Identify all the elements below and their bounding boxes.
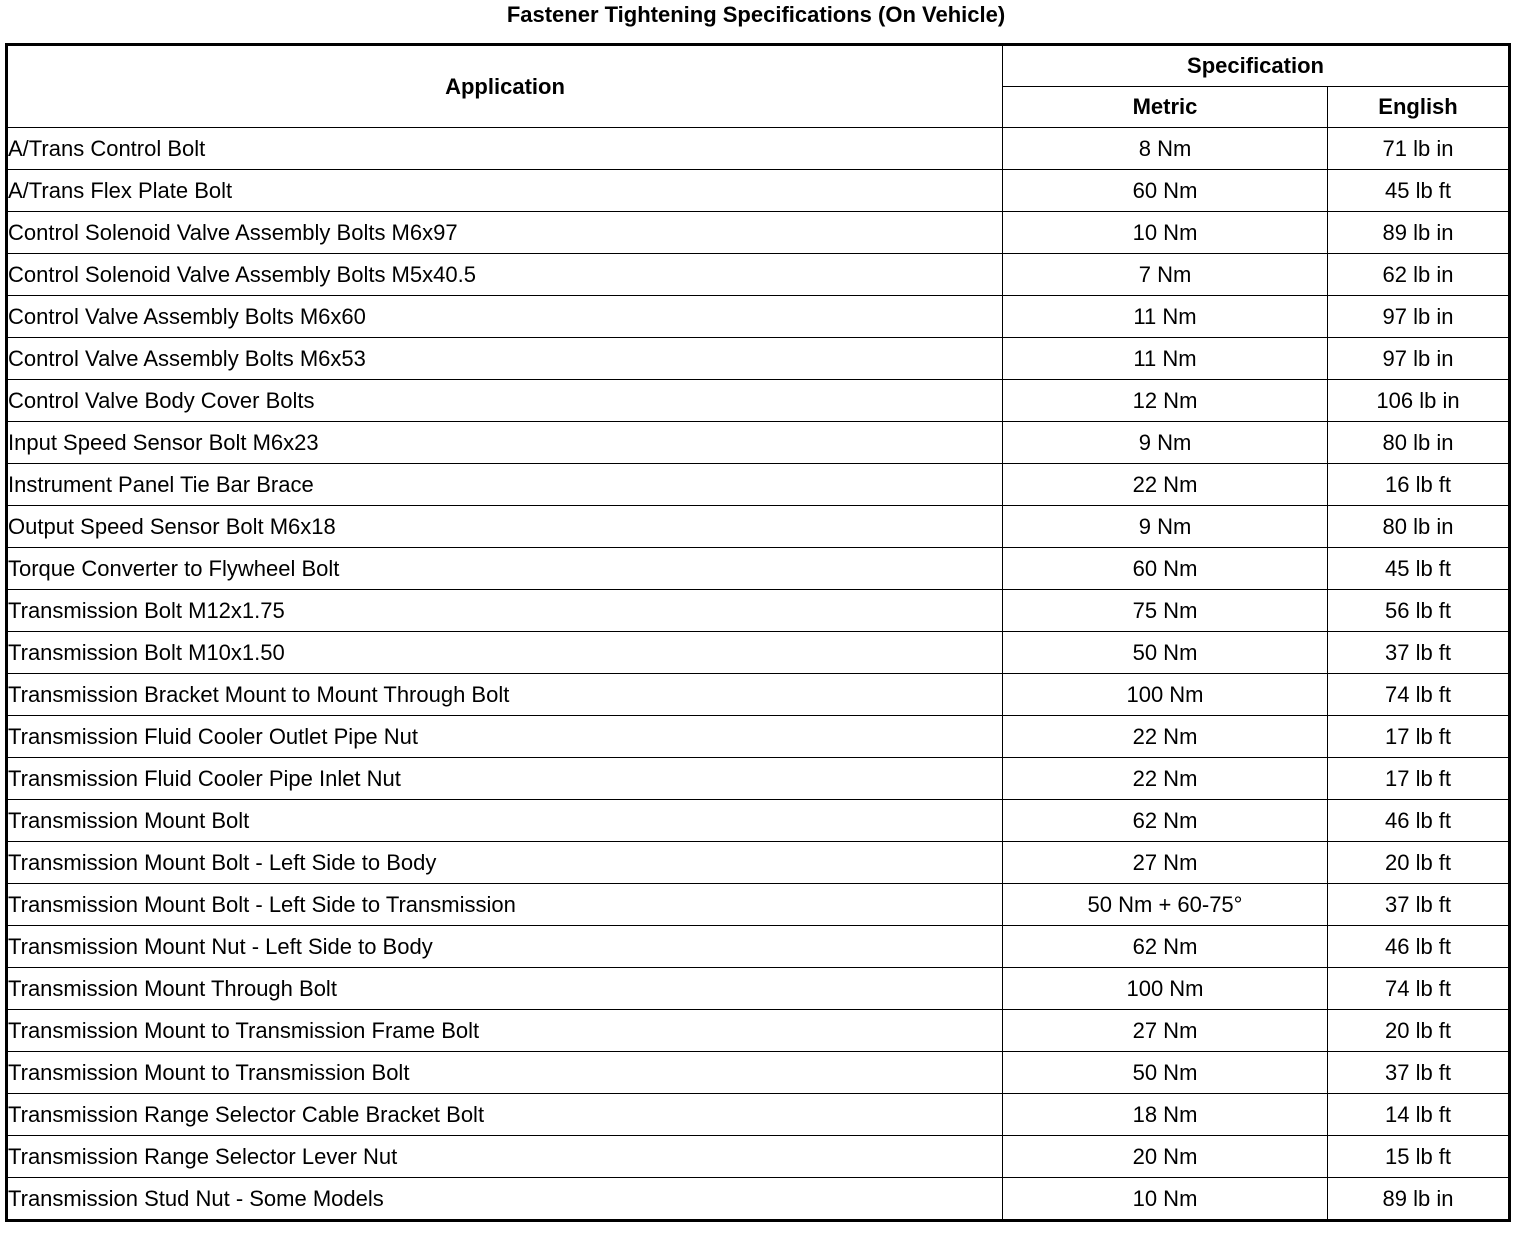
english-cell: 45 lb ft: [1328, 170, 1510, 212]
application-cell: A/Trans Flex Plate Bolt: [7, 170, 1003, 212]
table-row: [7, 1178, 1510, 1221]
english-cell: 62 lb in: [1328, 254, 1510, 296]
metric-cell: 60 Nm: [1003, 548, 1328, 590]
english-cell: 45 lb ft: [1328, 548, 1510, 590]
application-cell: Output Speed Sensor Bolt M6x18: [7, 506, 1003, 548]
english-cell: 14 lb ft: [1328, 1094, 1510, 1136]
english-column-header: English: [1328, 87, 1510, 128]
page-title: Fastener Tightening Specifications (On Vehicle): [506, 2, 1006, 27]
application-cell: Transmission Mount to Transmission Bolt: [7, 1052, 1003, 1094]
metric-cell: 22 Nm: [1003, 464, 1328, 506]
metric-cell: 50 Nm: [1003, 1052, 1328, 1094]
metric-cell: 9 Nm: [1003, 506, 1328, 548]
table-row: [7, 380, 1510, 422]
application-cell: Transmission Fluid Cooler Outlet Pipe Nut: [7, 716, 1003, 758]
application-cell: Transmission Mount Bolt: [7, 800, 1003, 842]
metric-cell: 60 Nm: [1003, 170, 1328, 212]
english-cell: 89 lb in: [1328, 1178, 1510, 1221]
application-cell: Transmission Bolt M10x1.50: [7, 632, 1003, 674]
application-cell: Transmission Mount Nut - Left Side to Body: [7, 926, 1003, 968]
english-cell: 80 lb in: [1328, 422, 1510, 464]
application-cell: Transmission Mount Bolt - Left Side to Body: [7, 842, 1003, 884]
application-cell: Transmission Stud Nut - Some Models: [7, 1178, 1003, 1221]
english-cell: 17 lb ft: [1328, 758, 1510, 800]
application-cell: Control Valve Body Cover Bolts: [7, 380, 1003, 422]
table-row: [7, 968, 1510, 1010]
metric-cell: 75 Nm: [1003, 590, 1328, 632]
metric-cell: 10 Nm: [1003, 1178, 1328, 1221]
metric-cell: 100 Nm: [1003, 674, 1328, 716]
english-cell: 20 lb ft: [1328, 1010, 1510, 1052]
table-row: [7, 506, 1510, 548]
table-row: [7, 1010, 1510, 1052]
table-row: [7, 548, 1510, 590]
metric-cell: 50 Nm + 60-75°: [1003, 884, 1328, 926]
table-row: [7, 800, 1510, 842]
english-cell: 89 lb in: [1328, 212, 1510, 254]
english-cell: 80 lb in: [1328, 506, 1510, 548]
application-cell: Transmission Bolt M12x1.75: [7, 590, 1003, 632]
application-cell: Control Solenoid Valve Assembly Bolts M5x40.5: [7, 254, 1003, 296]
application-cell: Instrument Panel Tie Bar Brace: [7, 464, 1003, 506]
table-row: [7, 170, 1510, 212]
metric-cell: 22 Nm: [1003, 716, 1328, 758]
metric-cell: 50 Nm: [1003, 632, 1328, 674]
application-column-header: Application: [7, 45, 1003, 128]
application-cell: Transmission Mount Through Bolt: [7, 968, 1003, 1010]
application-cell: Transmission Bracket Mount to Mount Through Bolt: [7, 674, 1003, 716]
metric-cell: 9 Nm: [1003, 422, 1328, 464]
table-row: [7, 212, 1510, 254]
application-cell: A/Trans Control Bolt: [7, 128, 1003, 170]
metric-cell: 18 Nm: [1003, 1094, 1328, 1136]
table-row: [7, 842, 1510, 884]
table-row: [7, 926, 1510, 968]
metric-cell: 12 Nm: [1003, 380, 1328, 422]
table-row: [7, 464, 1510, 506]
metric-cell: 8 Nm: [1003, 128, 1328, 170]
table-row: [7, 254, 1510, 296]
table-row: [7, 296, 1510, 338]
english-cell: 74 lb ft: [1328, 968, 1510, 1010]
english-cell: 106 lb in: [1328, 380, 1510, 422]
specification-group-header: Specification: [1003, 45, 1510, 87]
metric-column-header: Metric: [1003, 87, 1328, 128]
metric-cell: 62 Nm: [1003, 800, 1328, 842]
metric-cell: 62 Nm: [1003, 926, 1328, 968]
english-cell: 15 lb ft: [1328, 1136, 1510, 1178]
metric-cell: 27 Nm: [1003, 1010, 1328, 1052]
application-cell: Control Valve Assembly Bolts M6x53: [7, 338, 1003, 380]
table-row: [7, 338, 1510, 380]
english-cell: 20 lb ft: [1328, 842, 1510, 884]
table-row: [7, 716, 1510, 758]
english-cell: 37 lb ft: [1328, 884, 1510, 926]
table-row: [7, 128, 1510, 170]
table-row: [7, 1094, 1510, 1136]
application-cell: Transmission Mount to Transmission Frame Bolt: [7, 1010, 1003, 1052]
table-row: [7, 758, 1510, 800]
english-cell: 56 lb ft: [1328, 590, 1510, 632]
table-row: [7, 674, 1510, 716]
application-cell: Control Valve Assembly Bolts M6x60: [7, 296, 1003, 338]
table-body: [7, 128, 1510, 1221]
english-cell: 37 lb ft: [1328, 1052, 1510, 1094]
metric-cell: 100 Nm: [1003, 968, 1328, 1010]
metric-cell: 11 Nm: [1003, 296, 1328, 338]
metric-cell: 20 Nm: [1003, 1136, 1328, 1178]
english-cell: 46 lb ft: [1328, 926, 1510, 968]
application-cell: Transmission Mount Bolt - Left Side to Transmission: [7, 884, 1003, 926]
english-cell: 97 lb in: [1328, 338, 1510, 380]
metric-cell: 22 Nm: [1003, 758, 1328, 800]
table-row: [7, 422, 1510, 464]
english-cell: 71 lb in: [1328, 128, 1510, 170]
english-cell: 46 lb ft: [1328, 800, 1510, 842]
table-row: [7, 1052, 1510, 1094]
application-cell: Input Speed Sensor Bolt M6x23: [7, 422, 1003, 464]
english-cell: 74 lb ft: [1328, 674, 1510, 716]
metric-cell: 27 Nm: [1003, 842, 1328, 884]
english-cell: 17 lb ft: [1328, 716, 1510, 758]
metric-cell: 11 Nm: [1003, 338, 1328, 380]
metric-cell: 7 Nm: [1003, 254, 1328, 296]
application-cell: Transmission Fluid Cooler Pipe Inlet Nut: [7, 758, 1003, 800]
specifications-table: [5, 43, 1511, 1222]
table-row: [7, 632, 1510, 674]
application-cell: Transmission Range Selector Lever Nut: [7, 1136, 1003, 1178]
english-cell: 16 lb ft: [1328, 464, 1510, 506]
application-cell: Control Solenoid Valve Assembly Bolts M6x97: [7, 212, 1003, 254]
table-header: [7, 45, 1510, 128]
application-cell: Transmission Range Selector Cable Bracket Bolt: [7, 1094, 1003, 1136]
table-row: [7, 590, 1510, 632]
english-cell: 37 lb ft: [1328, 632, 1510, 674]
english-cell: 97 lb in: [1328, 296, 1510, 338]
table-row: [7, 884, 1510, 926]
application-cell: Torque Converter to Flywheel Bolt: [7, 548, 1003, 590]
metric-cell: 10 Nm: [1003, 212, 1328, 254]
table-row: [7, 1136, 1510, 1178]
